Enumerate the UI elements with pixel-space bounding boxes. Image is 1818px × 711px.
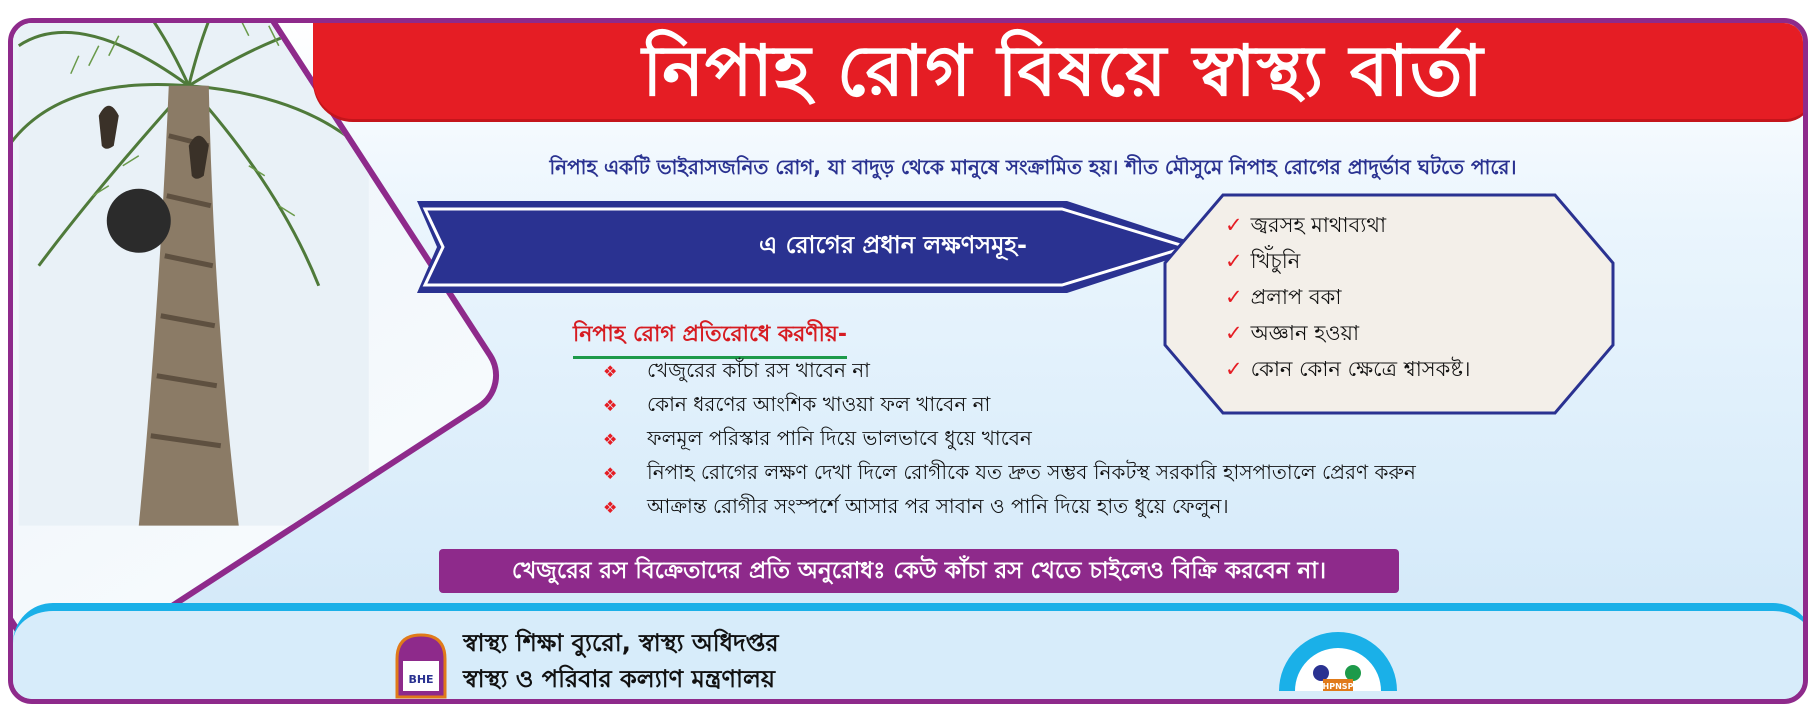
list-item: ✓ কোন কোন ক্ষেত্রে শ্বাসকষ্ট। — [1225, 357, 1471, 381]
list-item: ✓ জ্বরসহ মাথাব্যথা — [1225, 213, 1387, 237]
diamond-bullet-icon: ❖ — [603, 498, 618, 517]
check-icon: ✓ — [1225, 357, 1243, 381]
page-title: নিপাহ রোগ বিষয়ে স্বাস্থ্য বার্তা — [642, 30, 1484, 112]
vendor-appeal-banner: খেজুরের রস বিক্রেতাদের প্রতি অনুরোধঃ কেউ কাঁচা রস খেতে চাইলেও বিক্রি করবেন না। — [439, 549, 1399, 593]
organization-name — [463, 625, 779, 697]
svg-text:BHE: BHE — [408, 673, 434, 686]
prevention-heading: নিপাহ রোগ প্রতিরোধে করণীয়- — [573, 317, 847, 359]
poster — [8, 18, 1808, 704]
hpnsp-logo — [1273, 617, 1403, 701]
diamond-bullet-icon: ❖ — [603, 362, 618, 381]
org-line-2: স্বাস্থ্য ও পরিবার কল্যাণ মন্ত্রণালয় — [463, 665, 775, 693]
check-icon: ✓ — [1225, 285, 1243, 309]
footer — [13, 603, 1808, 704]
intro-text: নিপাহ একটি ভাইরাসজনিত রোগ, যা বাদুড় থেকে মানুষে সংক্রামিত হয়। শীত মৌসুমে নিপাহ রোগের প্রাদুর্ভাব ঘটতে পারে। — [549, 155, 1517, 179]
list-item: ✓ অজ্ঞান হওয়া — [1225, 321, 1360, 345]
list-item: ✓ প্রলাপ বকা — [1225, 285, 1342, 309]
org-line-1: স্বাস্থ্য শিক্ষা ব্যুরো, স্বাস্থ্য অধিদপ্তর — [463, 629, 779, 657]
list-item: ❖ ফলমূল পরিস্কার পানি দিয়ে ভালভাবে ধুয়ে খাবেন — [603, 421, 1583, 455]
check-icon: ✓ — [1225, 249, 1243, 273]
prevention-list — [603, 353, 1583, 523]
symptoms-heading: এ রোগের প্রধান লক্ষণসমূহ- — [758, 231, 1028, 259]
list-item: ❖ কোন ধরণের আংশিক খাওয়া ফল খাবেন না — [603, 387, 1583, 421]
diamond-bullet-icon: ❖ — [603, 464, 618, 483]
diamond-bullet-icon: ❖ — [603, 396, 618, 415]
list-item: ❖ খেজুরের কাঁচা রস খাবেন না — [603, 353, 1583, 387]
list-item: ❖ আক্রান্ত রোগীর সংস্পর্শে আসার পর সাবান ও পানি দিয়ে হাত ধুয়ে ফেলুন। — [603, 489, 1583, 523]
check-icon: ✓ — [1225, 321, 1243, 345]
diamond-bullet-icon: ❖ — [603, 430, 618, 449]
list-item: ❖ নিপাহ রোগের লক্ষণ দেখা দিলে রোগীকে যত দ্রুত সম্ভব নিকটস্থ সরকারি হাসপাতালে প্রেরণ করুন — [603, 455, 1583, 489]
list-item: ✓ খিঁচুনি — [1225, 249, 1301, 273]
check-icon: ✓ — [1225, 213, 1243, 237]
health-education-bureau-logo — [393, 631, 449, 701]
svg-text:HPNSP: HPNSP — [1322, 682, 1354, 691]
